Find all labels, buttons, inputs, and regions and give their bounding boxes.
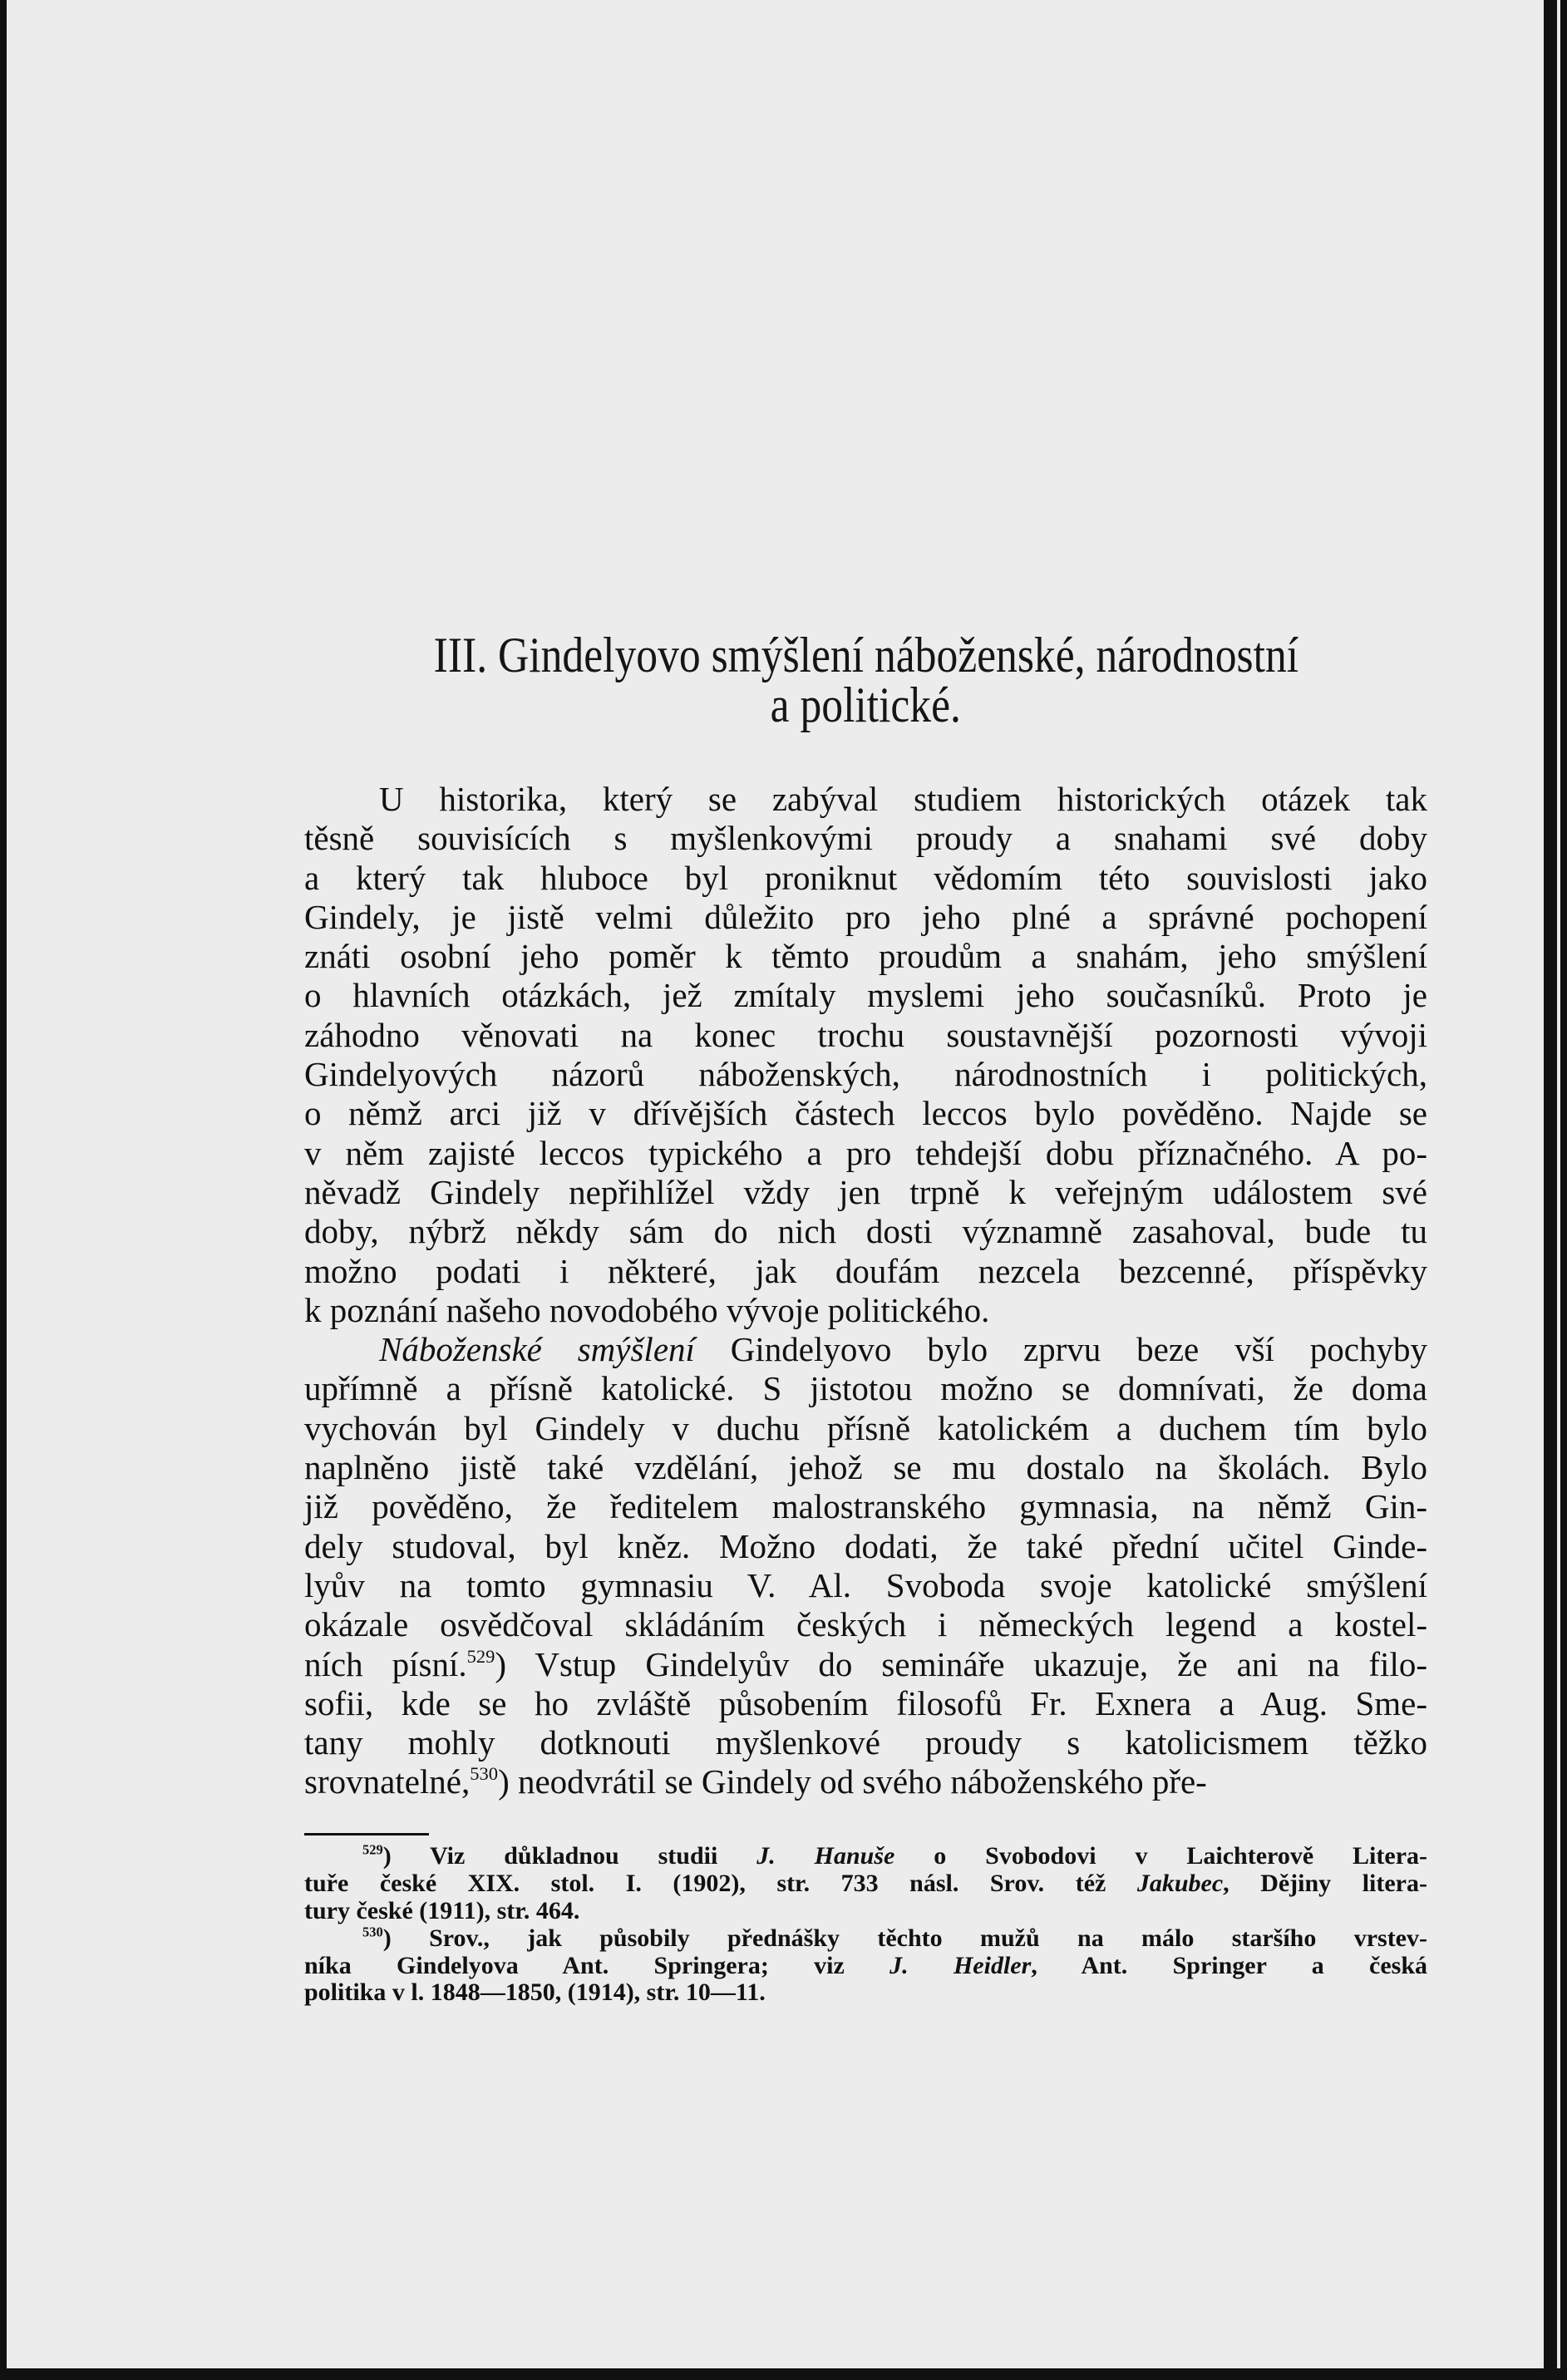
italic-text: J. Heidler [889, 1951, 1032, 1979]
text-segment: něvadž Gindely nepřihlížel vždy jen trpně k veřejným událostem své [304, 1172, 1427, 1211]
page-edge [1557, 0, 1560, 2368]
text-line [304, 1134, 1427, 1173]
text-line [304, 1566, 1427, 1605]
text-segment: Gindely, je jistě velmi důležito pro jeho plné a správné pochopení [304, 897, 1427, 936]
text-segment: ) Vstup Gindelyův do semináře ukazuje, že ani na filo- [495, 1644, 1427, 1683]
text-segment: politika v l. 1848—1850, (1914), str. 10—11. [304, 1978, 766, 2007]
text-segment: ) Viz důkladnou studii [382, 1842, 757, 1870]
text-segment: vychován byl Gindely v duchu přísně katolickém a duchem tím bylo [304, 1408, 1427, 1447]
text-segment: možno podati i některé, jak doufám nezcela bezcenné, příspěvky [304, 1251, 1427, 1290]
text-line [304, 1953, 1427, 1980]
text-segment: znáti osobní jeho poměr k těmto proudům a snahám, jeho smýšlení [304, 937, 1427, 976]
text-segment: k poznání našeho novodobého vývoje politického. [304, 1290, 990, 1329]
text-segment: Gindelyovo bylo zprvu beze vší pochyby [694, 1330, 1427, 1369]
text-line [304, 1055, 1427, 1094]
text-line [304, 1684, 1427, 1723]
footnote [304, 1843, 1427, 1925]
footnote-reference: 530 [362, 1924, 383, 1940]
text-segment: U historika, který se zabýval studiem historických otázek tak [379, 780, 1427, 818]
text-segment: níka Gindelyova Ant. Springera; viz [304, 1951, 890, 1979]
heading-line: III. Gindelyovo smýšlení náboženské, národnostní [433, 628, 1298, 682]
text-segment: o němž arci již v dřívějších částech leccos bylo pověděno. Najde se [304, 1094, 1427, 1133]
text-line [304, 819, 1427, 858]
text-segment: ) Srov., jak působily přednášky těchto mužů na málo staršího vrstev- [382, 1924, 1427, 1952]
text-line [304, 1843, 1427, 1870]
text-line [304, 1173, 1427, 1212]
italic-text: J. Hanuše [756, 1842, 895, 1870]
text-segment: naplněno jistě také vzdělání, jehož se mu dostalo na školách. Bylo [304, 1448, 1427, 1487]
text-line [304, 1252, 1427, 1291]
text-line [304, 1762, 1427, 1801]
footnote-reference: 529 [466, 1645, 495, 1667]
paragraph [304, 780, 1427, 1330]
text-line [304, 898, 1427, 937]
body-text [304, 780, 1427, 1802]
text-segment: záhodno věnovati na konec trochu soustavnější pozornosti vývoji [304, 1015, 1427, 1054]
text-segment: lyův na tomto gymnasiu V. Al. Svoboda svoje katolické smýšlení [304, 1565, 1427, 1604]
text-segment: o hlavních otázkách, jež zmítaly myslemi jeho současníků. Proto je [304, 976, 1427, 1015]
text-line [304, 1723, 1427, 1762]
text-line [304, 1212, 1427, 1251]
text-line [304, 1979, 1427, 2007]
text-line [304, 1094, 1427, 1133]
text-line [304, 1527, 1427, 1566]
footnote-reference: 530 [470, 1763, 499, 1785]
text-segment: dely studoval, byl kněz. Možno dodati, že také přední učitel Ginde- [304, 1526, 1427, 1565]
text-segment: Gindelyových názorů náboženských, národnostních i politických, [304, 1055, 1427, 1094]
text-segment: sofii, kde se ho zvláště působením filosofů Fr. Exnera a Aug. Sme- [304, 1683, 1427, 1722]
text-segment: ních písní. [304, 1644, 467, 1683]
text-line [304, 1016, 1427, 1055]
text-segment: a který tak hluboce byl proniknut vědomím této souvislosti jako [304, 858, 1427, 897]
text-line [304, 1898, 1427, 1925]
footnote [304, 1925, 1427, 2008]
book-page [7, 0, 1544, 2368]
text-line [304, 859, 1427, 898]
text-line [304, 1409, 1427, 1448]
paragraph [304, 1330, 1427, 1802]
footnotes [304, 1843, 1427, 2007]
text-line [304, 1448, 1427, 1487]
text-segment: v něm zajisté leccos typického a pro tehdejší dobu příznačného. A po- [304, 1133, 1427, 1172]
heading-line: a politické. [770, 678, 962, 732]
text-segment: ) neodvrátil se Gindely od svého náboženského pře- [498, 1762, 1207, 1801]
text-line [304, 1645, 1427, 1684]
text-segment: okázale osvědčoval skládáním českých i německých legend a kostel- [304, 1605, 1427, 1644]
text-line [304, 937, 1427, 976]
text-segment: , Dějiny litera- [1223, 1869, 1427, 1897]
text-segment: těsně souvisících s myšlenkovými proudy a snahami své doby [304, 819, 1427, 858]
footnote-separator [304, 1833, 429, 1836]
footnote-reference: 529 [362, 1841, 383, 1858]
text-segment: již pověděno, že ředitelem malostranského gymnasia, na němž Gin- [304, 1487, 1427, 1526]
text-segment: o Svobodovi v Laichterově Litera- [894, 1842, 1428, 1870]
text-line [304, 1605, 1427, 1644]
text-line [304, 1291, 1427, 1330]
text-segment: , Ant. Springer a česká [1031, 1951, 1428, 1979]
text-line [304, 1487, 1427, 1526]
text-line [304, 1870, 1427, 1898]
italic-text: Náboženské smýšlení [379, 1330, 695, 1369]
text-line [304, 780, 1427, 819]
text-line [304, 976, 1427, 1015]
text-segment: srovnatelné, [304, 1762, 471, 1801]
text-line [304, 1369, 1427, 1408]
text-segment: tuře české XIX. stol. I. (1902), str. 733 násl. Srov. též [304, 1869, 1137, 1897]
chapter-heading [304, 630, 1427, 730]
text-segment: tany mohly dotknouti myšlenkové proudy s katolicismem těžko [304, 1723, 1427, 1762]
text-line [304, 1925, 1427, 1953]
text-segment: doby, nýbrž někdy sám do nich dosti významně zasahoval, bude tu [304, 1212, 1427, 1251]
text-line [304, 1330, 1427, 1369]
text-segment: upřímně a přísně katolické. S jistotou možno se domnívati, že doma [304, 1369, 1427, 1408]
italic-text: Jakubec [1136, 1869, 1224, 1897]
text-segment: tury české (1911), str. 464. [304, 1896, 580, 1924]
